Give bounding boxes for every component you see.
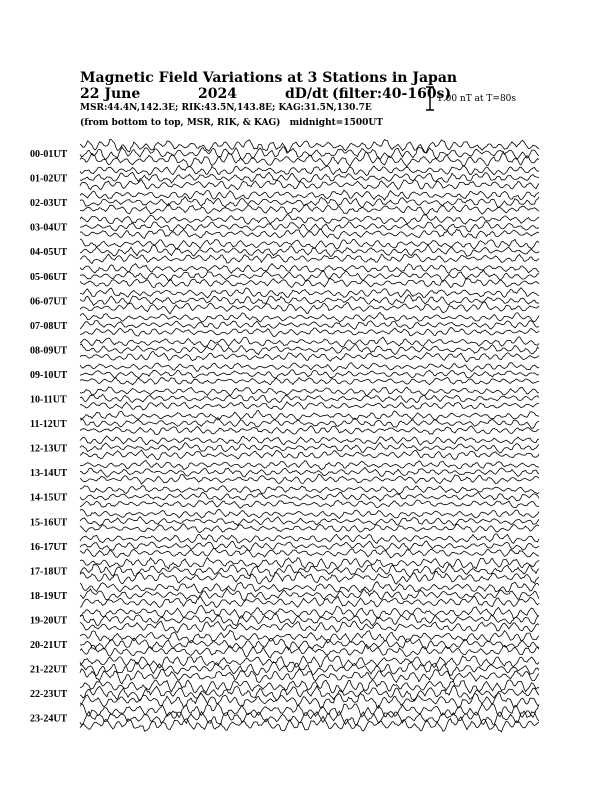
trace-msr-15-16ut (80, 524, 539, 533)
trace-kag-15-16ut (80, 509, 539, 518)
trace-kag-03-04ut (80, 215, 539, 225)
trace-kag-16-17ut (80, 534, 539, 544)
trace-msr-14-15ut (80, 500, 539, 508)
trace-kag-13-14ut (80, 461, 539, 470)
trace-kag-09-10ut (80, 363, 539, 372)
hour-label: 17-18UT (30, 566, 68, 578)
midnight-note: midnight=1500UT (289, 118, 383, 128)
trace-kag-01-02ut (80, 165, 539, 175)
trace-msr-13-14ut (80, 474, 539, 484)
hour-label: 06-07UT (30, 296, 68, 308)
trace-msr-06-07ut (80, 302, 539, 314)
chart-title: Magnetic Field Variations at 3 Stations in Japan (80, 70, 458, 86)
hour-label: 08-09UT (30, 345, 68, 357)
trace-msr-07-08ut (80, 328, 539, 337)
trace-rik-02-03ut (80, 197, 539, 208)
trace-kag-20-21ut (80, 630, 539, 643)
trace-kag-11-12ut (80, 411, 539, 421)
hour-label: 14-15UT (30, 492, 68, 504)
trace-kag-18-19ut (80, 582, 539, 594)
hour-label: 20-21UT (30, 640, 68, 651)
hour-label: 05-06UT (30, 271, 68, 283)
trace-kag-14-15ut (80, 486, 539, 494)
trace-rik-10-11ut (80, 394, 539, 402)
trace-rik-14-15ut (80, 492, 539, 501)
hour-label: 00-01UT (30, 149, 68, 160)
hour-label: 03-04UT (30, 222, 68, 234)
trace-rik-15-16ut (80, 517, 539, 526)
trace-kag-06-07ut (80, 288, 539, 298)
trace-rik-21-22ut (80, 662, 539, 676)
trace-rik-18-19ut (80, 589, 539, 601)
trace-kag-04-05ut (80, 239, 539, 249)
trace-msr-19-20ut (80, 621, 539, 633)
trace-msr-21-22ut (80, 669, 539, 684)
trace-rik-09-10ut (80, 370, 539, 378)
hour-label: 18-19UT (30, 590, 68, 602)
trace-msr-16-17ut (80, 549, 539, 558)
hour-label: 22-23UT (30, 689, 68, 701)
trace-msr-00-01ut (80, 152, 539, 167)
trace-kag-07-08ut (80, 312, 539, 322)
trace-rik-23-24ut (80, 711, 539, 725)
trace-kag-02-03ut (80, 190, 539, 200)
trace-msr-17-18ut (80, 571, 539, 584)
quantity-label: dD/dt (285, 86, 329, 102)
trace-msr-22-23ut (80, 693, 539, 708)
hour-label: 13-14UT (30, 468, 68, 480)
date-year: 2024 (198, 86, 237, 102)
trace-kag-08-09ut (80, 337, 539, 347)
trace-msr-02-03ut (80, 203, 539, 214)
trace-msr-12-13ut (80, 450, 539, 460)
hour-label: 15-16UT (30, 517, 68, 529)
stations-line: MSR:44.4N,142.3E; RIK:43.5N,143.8E; KAG:31.5N,130.7E (80, 103, 372, 113)
hour-label: 04-05UT (30, 247, 68, 259)
hour-label: 21-22UT (30, 664, 68, 676)
trace-kag-17-18ut (80, 558, 539, 569)
date-day: 22 June (80, 86, 141, 102)
trace-kag-05-06ut (80, 264, 539, 274)
hour-label: 01-02UT (30, 173, 68, 185)
hour-label: 16-17UT (30, 541, 68, 553)
hour-label: 12-13UT (30, 443, 68, 455)
trace-msr-05-06ut (80, 279, 539, 288)
order-note: (from bottom to top, MSR, RIK, & KAG) (80, 118, 281, 128)
trace-kag-12-13ut (80, 436, 539, 445)
hour-label: 23-24UT (30, 713, 68, 725)
trace-msr-11-12ut (80, 426, 539, 435)
scale-label: 1.00 nT at T=80s (437, 94, 517, 104)
trace-rik-19-20ut (80, 614, 539, 626)
hour-label: 02-03UT (30, 198, 68, 210)
trace-rik-07-08ut (80, 321, 539, 330)
trace-rik-13-14ut (80, 467, 539, 477)
trace-rik-00-01ut (80, 147, 539, 160)
hour-label: 07-08UT (30, 320, 68, 332)
trace-rik-06-07ut (80, 295, 539, 306)
trace-kag-10-11ut (80, 387, 539, 396)
filter-label: (filter:40-160s) (332, 86, 452, 102)
scale-bar (426, 87, 434, 110)
hour-label: 19-20UT (30, 615, 68, 627)
trace-rik-03-04ut (80, 222, 539, 232)
trace-msr-08-09ut (80, 352, 539, 362)
hour-label: 09-10UT (30, 369, 68, 381)
trace-kag-23-24ut (80, 704, 539, 718)
trace-msr-18-19ut (80, 596, 539, 607)
trace-msr-10-11ut (80, 402, 539, 410)
trace-rik-04-05ut (80, 245, 539, 257)
hour-label: 10-11UT (30, 394, 67, 406)
hour-label: 11-12UT (30, 419, 67, 431)
trace-rik-16-17ut (80, 541, 539, 551)
trace-msr-09-10ut (80, 377, 539, 384)
trace-rik-20-21ut (80, 638, 539, 650)
